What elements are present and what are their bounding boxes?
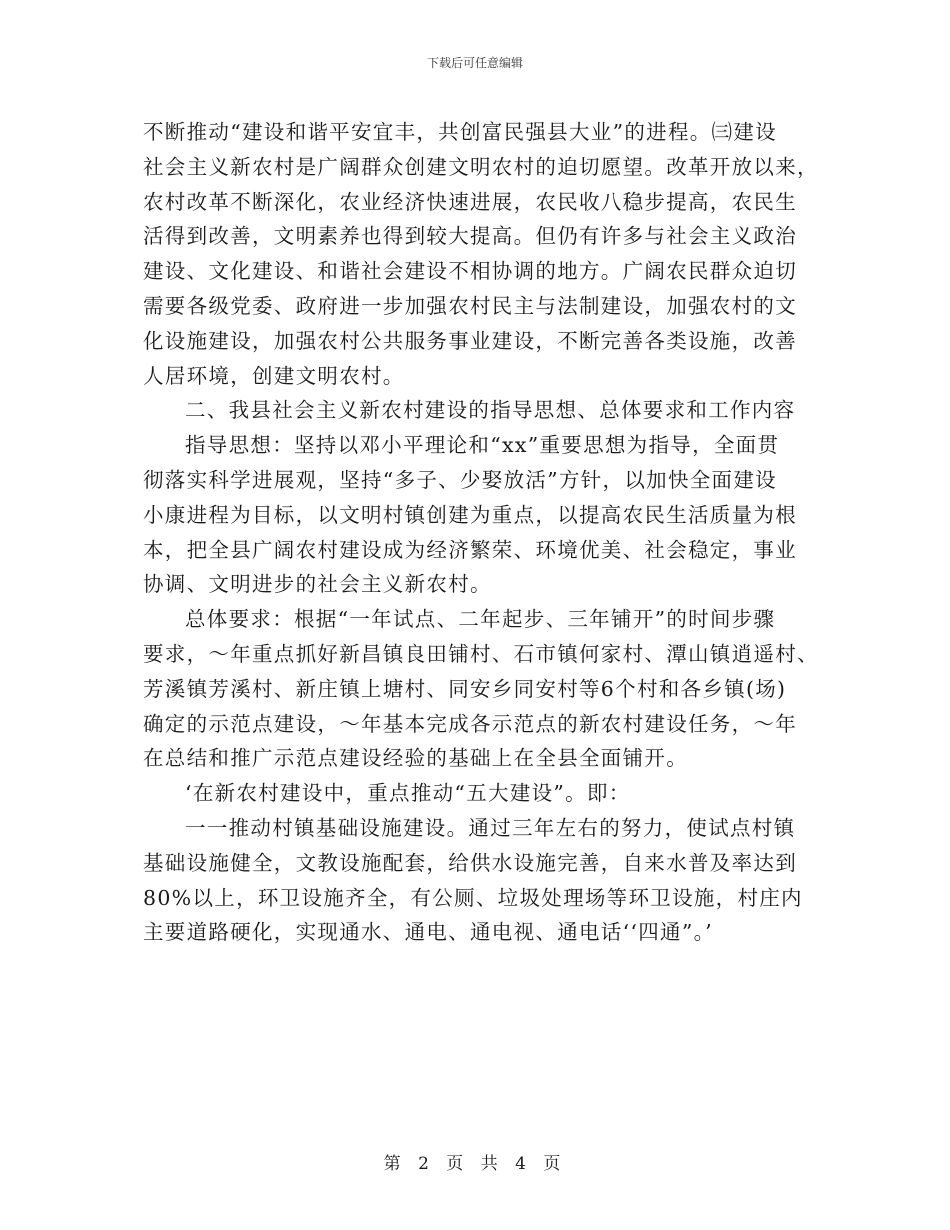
- text-line: 本，把全县广阔农村建设成为经济繁荣、环境优美、社会稳定，事业: [143, 537, 797, 562]
- text-line: 不断推动“建设和谐平安宜丰，共创富民强县大业”的进程。㈢建设: [143, 120, 777, 144]
- text-line: 协调、文明进步的社会主义新农村。: [143, 572, 492, 597]
- text-line: 活得到改善，文明素养也得到较大提高。但仍有许多与社会主义政治: [143, 224, 797, 249]
- text-line: 指导思想：坚持以邓小平理论和“xx”重要思想为指导，全面贯: [185, 433, 780, 458]
- text-line: 80%以上，环卫设施齐全，有公厕、垃圾处理场等环卫设施，村庄内: [143, 885, 803, 910]
- text-line: 小康进程为目标，以文明村镇创建为重点，以提高农民生活质量为根: [143, 502, 797, 527]
- text-line: 在总结和推广示范点建设经验的基础上在全县全面铺开。: [143, 746, 688, 771]
- page-number-footer: 第 2 页 共 4 页: [383, 1154, 567, 1174]
- text-line: 建设、文化建设、和谐社会建设不相协调的地方。广阔农民群众迫切: [143, 259, 797, 284]
- text-line: 农村改革不断深化，农业经济快速进展，农民收八稳步提高，农民生: [143, 189, 797, 214]
- text-line: 芳溪镇芳溪村、新庄镇上塘村、同安乡同安村等6个村和各乡镇(场): [143, 676, 787, 701]
- text-line: 确定的示范点建设，～年基本完成各示范点的新农村建设任务，～年: [143, 711, 797, 736]
- page-header-note: 下载后可任意编辑: [426, 56, 523, 70]
- text-line: 社会主义新农村是广阔群众创建文明农村的迫切愿望。改革开放以来，: [143, 154, 819, 179]
- text-line: 化设施建设，加强农村公共服务事业建设，不断完善各类设施，改善: [143, 328, 797, 353]
- text-line: 彻落实科学进展观，坚持“多子、少娶放活”方针，以加快全面建设: [143, 467, 777, 492]
- text-line: 二、我县社会主义新农村建设的指导思想、总体要求和工作内容: [185, 398, 796, 423]
- text-line: ‘在新农村建设中，重点推动“五大建设”。即：: [185, 781, 631, 806]
- text-line: 需要各级党委、政府进一步加强农村民主与法制建设，加强农村的文: [143, 293, 797, 318]
- text-line: 总体要求：根据“一年试点、二年起步、三年铺开”的时间步骤: [185, 607, 776, 632]
- text-line: 要求，～年重点抓好新昌镇良田铺村、石市镇何家村、潭山镇逍遥村、: [143, 641, 819, 666]
- text-line: 一一推动村镇基础设施建设。通过三年左右的努力，使试点村镇: [185, 815, 796, 840]
- text-line: 主要道路硬化，实现通水、通电、通电视、通电话‘‘四通”。’: [143, 920, 713, 945]
- text-line: 人居环境，创建文明农村。: [143, 363, 405, 388]
- body-text: [143, 115, 819, 950]
- text-line: 基础设施健全，文教设施配套，给供水设施完善，自来水普及率达到: [143, 850, 797, 875]
- document-body: [143, 115, 819, 950]
